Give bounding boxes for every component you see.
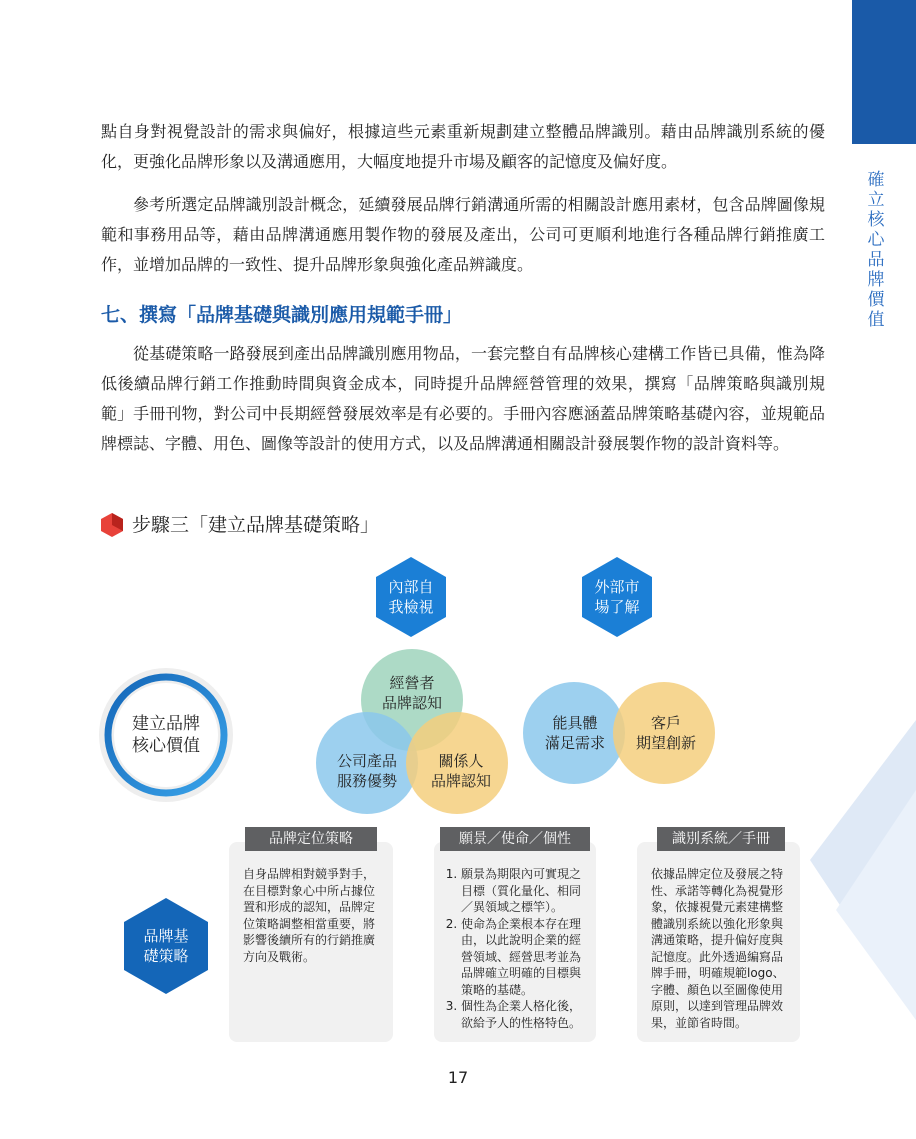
tag-vision: 願景／使命／個性: [440, 827, 590, 851]
hex-internal-label: 內部自 我檢視: [388, 578, 434, 616]
card-positioning-text: 自身品牌相對競爭對手，在目標對象心中所占據位置和形成的認知，品牌定位策略調整相當重要，將影響後續所有的行銷推廣方向及戰術。: [243, 867, 376, 964]
chapter-title-vertical: 確 立 核 心 品 牌 價 值: [867, 170, 885, 330]
paragraph-1: 點自身對視覺設計的需求與偏好，根據這些元素重新規劃建立整體品牌識別。藉由品牌識別系統的優化，更強化品牌形象以及溝通應用，大幅度地提升市場及顧客的記憶度及偏好度。: [101, 122, 825, 171]
step-title: 步驟三「建立品牌基礎策略」: [132, 514, 380, 536]
section-title: 七、撰寫「品牌基礎與識別應用規範手冊」: [101, 304, 463, 326]
tag-identity: 識別系統／手冊: [657, 827, 785, 851]
hex-external-label: 外部市 場了解: [594, 578, 640, 616]
venn2-left-label: 能具體 滿足需求: [544, 714, 605, 752]
brand-strategy-diagram: [0, 540, 916, 1080]
card-identity: [637, 842, 800, 1042]
venn-top-label: 經營者 品牌認知: [381, 674, 442, 712]
venn2-right-label: 客戶 期望創新: [635, 714, 696, 752]
tag-positioning: 品牌定位策略: [245, 827, 377, 851]
hex-foundation-label: 品牌基 礎策略: [143, 927, 189, 965]
list-item: 1. 願景為期限內可實現之目標（質化量化、相同／異領域之標竿）。: [461, 866, 586, 916]
red-hexagon-icon: [100, 512, 124, 538]
core-circle-label: 建立品牌 核心價值: [132, 714, 200, 756]
page-number: 17: [447, 1068, 469, 1087]
paragraph-3: 從基礎策略一路發展到產出品牌識別應用物品，一套完整自有品牌核心建構工作皆已具備，惟為降低後續品牌行銷工作推動時間與資金成本，同時提升品牌經營管理的效果，撰寫「品牌策略與識別規範」手冊刊物，對公司中長期經營發展效率是有必要的。手冊內容應涵蓋品牌策略基礎內容，並規範品牌標誌、字體、用色、圖像等設計的使用方式，以及品牌溝通相關設計發展製作物的設計資料等。: [101, 344, 825, 453]
card-identity-text: 依據品牌定位及發展之特性、承諾等轉化為視覺形象，依據視覺元素建構整體識別系統以強化形象與溝通策略，提升偏好度與記憶度。此外透過編寫品牌手冊，明確規範logo、字體、顏色以至圖像使用原則，以達到管理品牌效果，並節省時間。: [651, 867, 785, 1030]
list-item: 2. 使命為企業根本存在理由，以此說明企業的經營領域、經營思考並為品牌確立明確的目標與策略的基礎。: [461, 916, 586, 999]
card-vision: [434, 842, 596, 1042]
list-item: 3. 個性為企業人格化後，欲給予人的性格特色。: [461, 998, 586, 1031]
chapter-color-bar: [852, 0, 916, 144]
card-vision-list: [444, 866, 586, 1031]
paragraph-2: 參考所選定品牌識別設計概念，延續發展品牌行銷溝通所需的相關設計應用素材，包含品牌圖像規範和事務用品等，藉由品牌溝通應用製作物的發展及產出，公司可更順利地進行各種品牌行銷推廣工作，並增加品牌的一致性、提升品牌形象與強化產品辨識度。: [101, 195, 825, 274]
venn-left-label: 公司產品 服務優勢: [336, 752, 397, 790]
card-positioning: [229, 842, 393, 1042]
step-heading: [100, 511, 379, 539]
venn-right-label: 關係人 品牌認知: [430, 752, 491, 790]
